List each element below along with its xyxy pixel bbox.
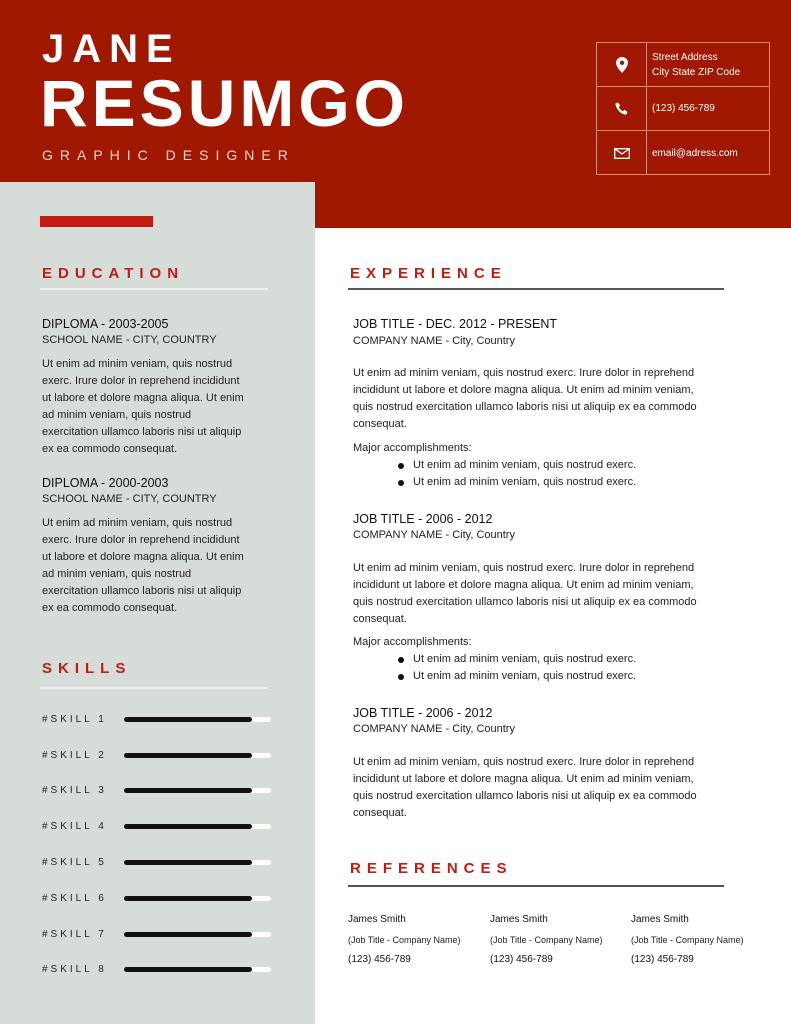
job-company: COMPANY NAME - City, Country [353, 529, 515, 541]
skills-rule [40, 687, 268, 689]
contact-email-row [597, 131, 769, 175]
skills-title: SKILLS [42, 660, 132, 677]
skill-bar-fill [124, 860, 252, 865]
skill-bar-fill [124, 753, 252, 758]
skill-bar [124, 753, 271, 758]
edu-line: ut labore et dolore magna aliqua. Ut enim [42, 392, 244, 404]
envelope-icon [597, 131, 647, 175]
accomplishment-item: Ut enim ad minim veniam, quis nostrud exerc. [413, 474, 636, 491]
phone-text: (123) 456-789 [652, 103, 715, 114]
skill-label: #SKILL 2 [42, 750, 107, 761]
accomplishment-item: Ut enim ad minim veniam, quis nostrud exerc. [413, 651, 636, 668]
references-title: REFERENCES [350, 860, 513, 877]
experience-title: EXPERIENCE [350, 265, 507, 282]
contact-phone-row [597, 87, 769, 131]
skill-label: #SKILL 7 [42, 929, 107, 940]
job-line: quis nostrud exercitation ullamco laboris nisi ut aliquip ex ea commodo [353, 401, 697, 413]
edu-degree: DIPLOMA - 2003-2005 [42, 317, 169, 331]
edu-line: ex ea commodo consequat. [42, 602, 178, 614]
job-line: Ut enim ad minim veniam, quis nostrud exerc. Irure dolor in reprehend [353, 562, 695, 574]
skill-bar-fill [124, 896, 252, 901]
edu-degree: DIPLOMA - 2000-2003 [42, 476, 169, 490]
skill-bar-fill [124, 967, 252, 972]
edu-line: Ut enim ad minim veniam, quis nostrud [42, 517, 233, 529]
edu-line: Ut enim ad minim veniam, quis nostrud [42, 358, 233, 370]
accent-bar [40, 216, 153, 227]
reference-role: (Job Title - Company Name) [348, 935, 461, 945]
email-text: email@adress.com [652, 147, 738, 159]
reference-phone: (123) 456-789 [631, 954, 694, 965]
skill-label: #SKILL 5 [42, 857, 107, 868]
skill-label: #SKILL 8 [42, 964, 107, 975]
education-title: EDUCATION [42, 265, 185, 282]
accomplishments-label: Major accomplishments: [353, 442, 472, 454]
skill-bar [124, 788, 271, 793]
first-name: JANE [42, 27, 181, 71]
location-pin-icon [597, 43, 647, 86]
edu-line: exerc. Irure dolor in reprehend incididunt [42, 375, 240, 387]
job-line: incididunt ut labore et dolore magna aliqua. Ut enim ad minim veniam, [353, 579, 694, 591]
address-line1: Street Address [652, 51, 718, 63]
skill-label: #SKILL 1 [42, 714, 107, 725]
skill-label: #SKILL 6 [42, 893, 107, 904]
job-company: COMPANY NAME - City, Country [353, 335, 515, 347]
reference-name: James Smith [490, 914, 548, 925]
edu-line: exercitation ullamco laboris nisi ut aliquip [42, 426, 242, 438]
address-line2: City State ZIP Code [652, 66, 741, 78]
skill-label: #SKILL 3 [42, 785, 107, 796]
edu-school: SCHOOL NAME - CITY, COUNTRY [42, 334, 217, 346]
job-line: Ut enim ad minim veniam, quis nostrud exerc. Irure dolor in reprehend [353, 756, 695, 768]
skill-bar [124, 717, 271, 722]
edu-line: exercitation ullamco laboris nisi ut aliquip [42, 585, 242, 597]
job-line: consequat. [353, 613, 407, 625]
job-line: Ut enim ad minim veniam, quis nostrud exerc. Irure dolor in reprehend [353, 367, 695, 379]
reference-name: James Smith [348, 914, 406, 925]
job-company: COMPANY NAME - City, Country [353, 723, 515, 735]
skill-bar-fill [124, 824, 252, 829]
job-role: GRAPHIC DESIGNER [42, 147, 295, 163]
edu-line: ad minim veniam, quis nostrud [42, 568, 192, 580]
skill-bar [124, 932, 271, 937]
job-line: consequat. [353, 807, 407, 819]
reference-phone: (123) 456-789 [348, 954, 411, 965]
edu-school: SCHOOL NAME - CITY, COUNTRY [42, 493, 217, 505]
skill-bar [124, 824, 271, 829]
job-line: quis nostrud exercitation ullamco laboris nisi ut aliquip ex ea commodo [353, 596, 697, 608]
experience-rule [348, 288, 724, 290]
job-title: JOB TITLE - 2006 - 2012 [353, 512, 493, 526]
edu-line: ad minim veniam, quis nostrud [42, 409, 192, 421]
edu-line: exerc. Irure dolor in reprehend incididunt [42, 534, 240, 546]
last-name: RESUMGO [40, 66, 410, 140]
skill-bar [124, 967, 271, 972]
edu-line: ex ea commodo consequat. [42, 443, 178, 455]
reference-name: James Smith [631, 914, 689, 925]
contact-address-row [597, 43, 769, 87]
accomplishments-label: Major accomplishments: [353, 636, 472, 648]
skill-label: #SKILL 4 [42, 821, 107, 832]
phone-icon [597, 87, 647, 130]
job-line: incididunt ut labore et dolore magna aliqua. Ut enim ad minim veniam, [353, 384, 694, 396]
skill-bar-fill [124, 717, 252, 722]
contact-box [596, 42, 770, 175]
job-title: JOB TITLE - DEC. 2012 - PRESENT [353, 317, 557, 331]
references-rule [348, 885, 724, 887]
job-line: consequat. [353, 418, 407, 430]
skill-bar [124, 860, 271, 865]
accomplishment-item: Ut enim ad minim veniam, quis nostrud exerc. [413, 668, 636, 685]
education-rule [40, 288, 268, 290]
skill-bar [124, 896, 271, 901]
accomplishment-item: Ut enim ad minim veniam, quis nostrud exerc. [413, 457, 636, 474]
job-line: incididunt ut labore et dolore magna aliqua. Ut enim ad minim veniam, [353, 773, 694, 785]
reference-role: (Job Title - Company Name) [490, 935, 603, 945]
edu-line: ut labore et dolore magna aliqua. Ut enim [42, 551, 244, 563]
job-line: quis nostrud exercitation ullamco laboris nisi ut aliquip ex ea commodo [353, 790, 697, 802]
skill-bar-fill [124, 932, 252, 937]
job-title: JOB TITLE - 2006 - 2012 [353, 706, 493, 720]
reference-phone: (123) 456-789 [490, 954, 553, 965]
reference-role: (Job Title - Company Name) [631, 935, 744, 945]
skill-bar-fill [124, 788, 252, 793]
